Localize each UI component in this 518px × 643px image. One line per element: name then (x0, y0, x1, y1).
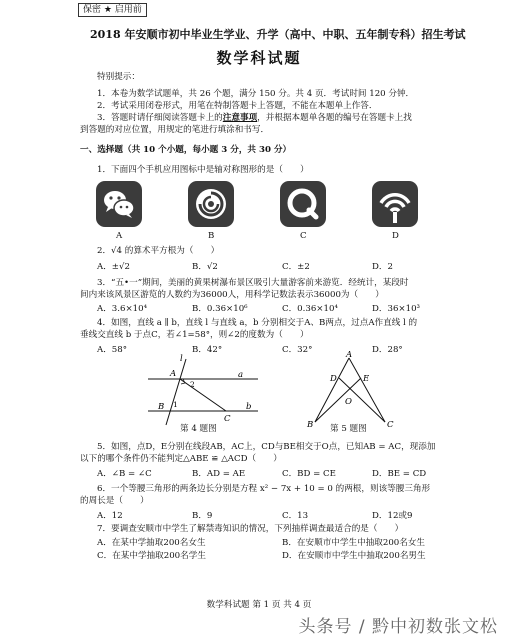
watermark: 头条号 / 黔中初数张文松 (298, 617, 498, 637)
q5-option-c: C．BD = CE (282, 469, 336, 479)
q5-option-a: A．∠B = ∠C (97, 469, 152, 479)
label-b-point: B (158, 402, 165, 412)
label-point-a: A (346, 350, 353, 360)
section-title: 一、选择题（共 10 个小题，每小题 3 分，共 30 分） (80, 145, 292, 155)
q1-label-a: A (116, 231, 123, 241)
q4-line-2: 垂线交直线 b 于点C，若∠1=58°，则∠2的度数为（ ） (80, 330, 309, 340)
wechat-icon (96, 181, 142, 227)
q5-line-1: 5．如图，点D，E分别在线段AB，AC上，CD与BE相交于O点，已知AB = AC，现添加 (97, 442, 436, 452)
note-1: 1．本卷为数学试题单，共 26 个题，满分 150 分。共 4 页．考试时间 120 分钟． (97, 89, 415, 99)
label-angle-2: 2 (190, 380, 195, 389)
label-a-point: A (170, 369, 177, 379)
note-3-emphasis: 注意事项 (222, 113, 258, 123)
q3-line-2: 间内来该风景区游览的人数约为36000人，用科学记数法表示36000为（ ） (80, 290, 384, 300)
subject-title: 数学科试题 (216, 49, 302, 67)
notes-heading: 特别提示： (97, 72, 140, 82)
note-2: 2．考试采用闭卷形式，用笔在特制答题卡上答题，不能在本题单上作答． (97, 101, 378, 111)
option-b-swirl-icon (188, 181, 234, 227)
q3-option-c: C．0.36×10⁴ (282, 304, 338, 314)
q4-line-1: 4．如图，直线 a ∥ b，直线 l 与直线 a，b 分别相交于A、B两点，过点A作直线 l 的 (97, 318, 418, 328)
label-b-line: b (246, 402, 252, 412)
note-3-cont: 到答题的对应位置，用规定的笔进行填涂和书写． (80, 125, 270, 135)
segment-ac (180, 379, 226, 411)
q4-option-b: B．42° (192, 345, 223, 355)
q6-line-2: 的周长是（ ） (80, 496, 149, 506)
q1-stem: 1．下面四个手机应用图标中是轴对称图形的是（ ） (97, 165, 309, 175)
q7-option-d: D．在安顺市中学生中抽取200名男生 (282, 551, 426, 561)
q7-option-c: C．在某中学抽取200名学生 (97, 551, 206, 561)
q2-option-c: C．±2 (282, 262, 310, 272)
option-c-search-q-icon (280, 181, 326, 227)
segment-be (315, 378, 361, 422)
q2-option-d: D．2 (372, 262, 393, 272)
figure-5 (305, 350, 405, 430)
q3-line-1: 3．“五•一”期间，美丽的黄果树瀑布景区吸引大量游客前来游览．经统计，某段时 (97, 278, 409, 288)
q3-option-b: B．0.36×10⁶ (192, 304, 248, 314)
label-a-line: a (238, 370, 244, 380)
q4-option-d: D．28° (372, 345, 403, 355)
wifi-icon (372, 181, 418, 227)
confidential-badge: 保密 ★ 启用前 (78, 3, 147, 17)
note-3-text-b: ，并根据本题单各题的编号在答题卡上找 (257, 113, 412, 123)
page-footer: 数学科试题 第 1 页 共 4 页 (206, 600, 312, 610)
note-3-text-a: 3．答题时请仔细阅读答题卡上的 (97, 113, 223, 123)
q6-line-1: 6．一个等腰三角形的两条边长分别是方程 x² − 7x + 10 = 0 的两根，则该等腰三角形 (97, 484, 431, 494)
q7-option-b: B．在安顺市中学生中抽取200名女生 (282, 538, 426, 548)
figure-4-caption: 第 4 题图 (180, 424, 217, 434)
q5-option-b: B．AD = AE (192, 469, 246, 479)
q5-line-2: 以下的哪个条件仍不能判定△ABE ≌ △ACD（ ） (80, 454, 282, 464)
q7-option-a: A．在某中学抽取200名女生 (97, 538, 206, 548)
q3-option-d: D．36×10³ (372, 304, 420, 314)
segment-ab (315, 358, 349, 422)
q2-option-a: A．±√2 (97, 262, 130, 272)
q6-option-c: C．13 (282, 511, 309, 521)
search-q-icon (280, 181, 326, 227)
q2-option-b: B．√2 (192, 262, 218, 272)
note-3 (97, 113, 412, 124)
figure-5-caption: 第 5 题图 (330, 424, 367, 434)
option-a-wechat-icon (96, 181, 142, 227)
option-d-wifi-icon (372, 181, 418, 227)
label-point-o: O (345, 397, 352, 407)
label-point-d: D (330, 374, 337, 384)
label-point-e: E (363, 374, 370, 384)
swirl-icon (188, 181, 234, 227)
q6-option-b: B．9 (192, 511, 213, 521)
exam-title: 2018 年安顺市初中毕业生学业、升学（高中、中职、五年制专科）招生考试 (90, 28, 466, 41)
label-point-c: C (387, 420, 394, 430)
q1-label-b: B (208, 231, 215, 241)
q5-option-d: D．BE = CD (372, 469, 427, 479)
q1-label-c: C (300, 231, 307, 241)
label-c-point: C (224, 414, 231, 424)
segment-ac (349, 358, 385, 422)
q2-stem: 2．√4 的算术平方根为（ ） (97, 246, 220, 256)
q4-option-c: C．32° (282, 345, 313, 355)
label-angle-1: 1 (173, 400, 178, 409)
q4-option-a: A．58° (97, 345, 128, 355)
q1-label-d: D (392, 231, 399, 241)
q6-option-a: A．12 (97, 511, 123, 521)
q3-option-a: A．3.6×10⁴ (97, 304, 148, 314)
figure-4 (140, 353, 265, 435)
q6-option-d: D．12或9 (372, 511, 413, 521)
label-point-b: B (307, 420, 314, 430)
q7-stem: 7．要调查安顺市中学生了解禁毒知识的情况，下列抽样调查最适合的是（ ） (97, 524, 404, 534)
label-l: l (180, 354, 183, 364)
